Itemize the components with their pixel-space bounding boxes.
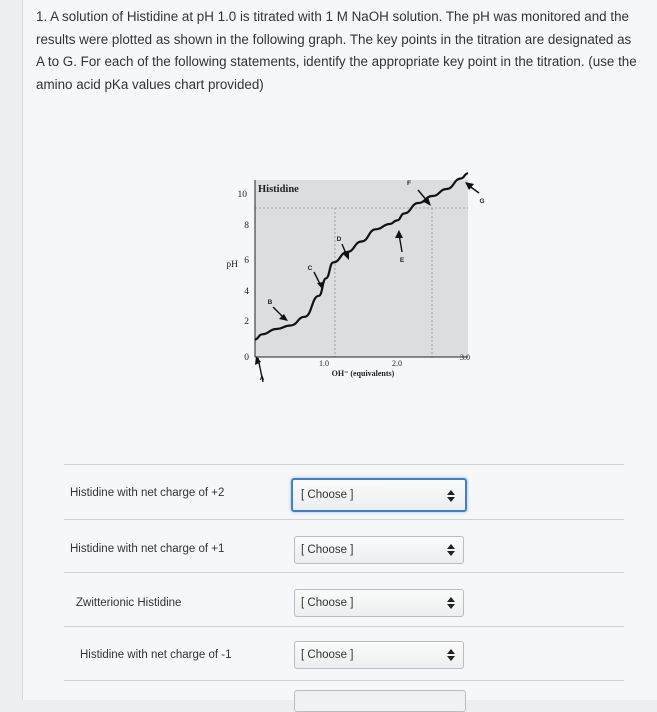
titration-chart [218, 170, 518, 390]
select-arrows-icon [447, 595, 455, 611]
row-label-plus1: Histidine with net charge of +1 [70, 543, 225, 555]
y-tick-label: 10 [237, 190, 247, 200]
answer-select-plus1[interactable] [294, 536, 464, 564]
answer-select-zwitterion[interactable] [294, 589, 464, 617]
select-value: [ Choose ] [301, 489, 354, 501]
point-label-b: B [267, 299, 273, 306]
point-label-a: A [259, 375, 265, 382]
y-tick-label: 4 [244, 287, 249, 297]
point-label-e: E [399, 257, 405, 264]
row-label-zwitterion: Zwitterionic Histidine [76, 597, 182, 609]
x-tick-label: 2.0 [392, 359, 402, 368]
y-axis-label: pH [226, 260, 238, 270]
point-label-d: D [336, 236, 342, 243]
y-tick-label: 2 [244, 317, 249, 327]
row-label-plus2: Histidine with net charge of +2 [70, 487, 225, 499]
x-tick-label: 3.0 [460, 353, 470, 362]
row-divider [64, 572, 624, 573]
plot-area [255, 180, 468, 357]
select-value: [ Choose ] [301, 597, 354, 609]
row-divider [64, 626, 624, 627]
x-axis-label: OH⁻ (equivalents) [331, 369, 395, 378]
select-value: [ Choose ] [301, 649, 354, 661]
point-label-f: F [407, 180, 411, 187]
row-label-minus1: Histidine with net charge of -1 [80, 649, 232, 661]
row-divider [64, 680, 624, 681]
point-label-g: G [479, 198, 485, 205]
row-divider [64, 464, 624, 465]
select-arrows-icon [447, 488, 455, 504]
chart-title: Histidine [258, 184, 299, 195]
answer-select-plus2[interactable] [291, 478, 467, 512]
next-select-partial[interactable] [294, 690, 466, 712]
y-tick-label: 6 [244, 256, 249, 266]
titration-figure [218, 170, 518, 390]
question-text: 1. A solution of Histidine at pH 1.0 is titrated with 1 M NaOH solution. The pH was monitored and the results were plotted as shown in the following graph. The key points in the titration are designated as A to G. For each of the following statements, identify the appropriate key point in the titration. (use the amino acid pKa values chart provided) [36, 9, 637, 92]
x-tick-label: 1.0 [319, 359, 329, 368]
select-arrows-icon [447, 542, 455, 558]
select-value: [ Choose ] [301, 544, 354, 556]
row-divider [64, 519, 624, 520]
point-label-c: C [307, 265, 313, 272]
y-tick-label: 8 [244, 221, 249, 231]
select-arrows-icon [447, 647, 455, 663]
answer-select-minus1[interactable] [294, 641, 464, 669]
y-tick-label: 0 [244, 353, 249, 363]
